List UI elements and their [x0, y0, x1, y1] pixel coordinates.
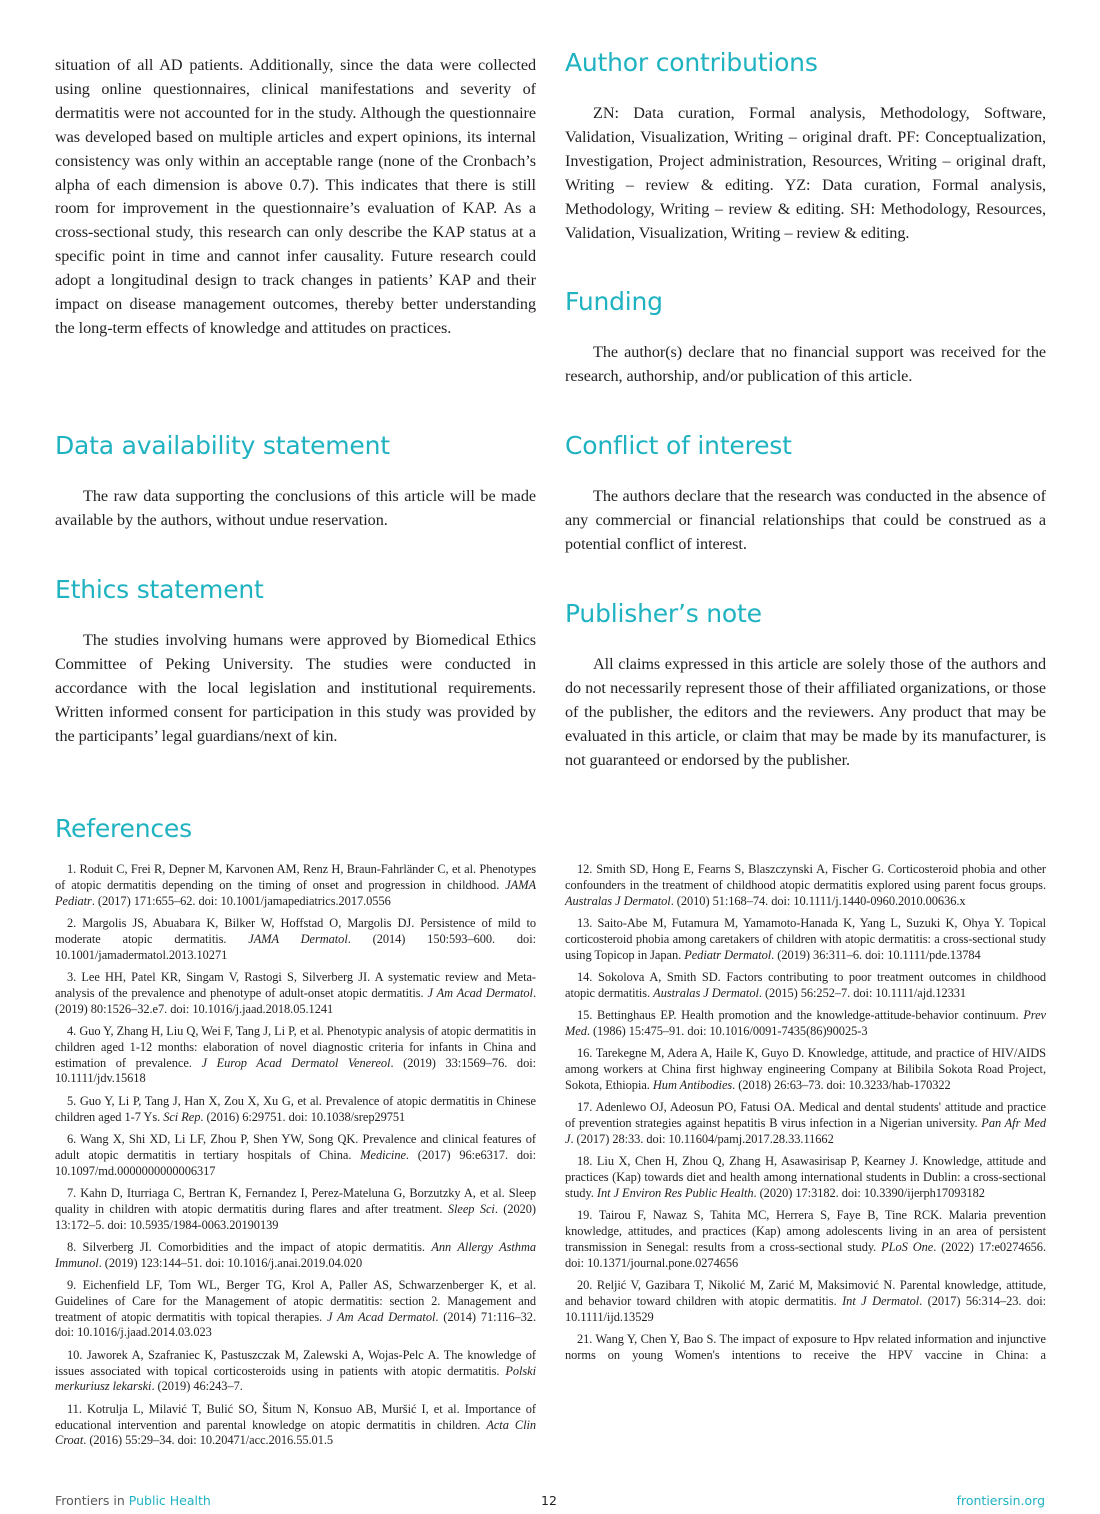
- reference-item: 12. Smith SD, Hong E, Fearns S, Blaszczynski A, Fischer G. Corticosteroid phobia and other confounders in the treatment of childhood atopic dermatitis explored using parent focus groups. Australas J Dermatol. (2010) 51:168–74. doi: 10.1111/j.1440-0960.2010.00636.x: [565, 862, 1046, 908]
- data-availability-section: [55, 485, 536, 533]
- reference-item: 16. Tarekegne M, Adera A, Haile K, Guyo D. Knowledge, attitude, and practice of HIV/AIDS among workers at China first highway engineering Company at Bilibila Sokota Road Project, Sokota, Ethiopia. Hum Antibodies. (2018) 26:63–73. doi: 10.3233/hab-170322: [565, 1046, 1046, 1092]
- reference-item: 2. Margolis JS, Abuabara K, Bilker W, Hoffstad O, Margolis DJ. Persistence of mild to moderate atopic dermatitis. JAMA Dermatol. (2014) 150:593–600. doi: 10.1001/jamadermatol.2013.10271: [55, 915, 536, 962]
- reference-item: 15. Bettinghaus EP. Health promotion and the knowledge-attitude-behavior continuum. Prev Med. (1986) 15:475–91. doi: 10.1016/0091-7435(86)90025-3: [565, 1008, 1046, 1038]
- references-list-left: [55, 862, 536, 1456]
- reference-item: 6. Wang X, Shi XD, Li LF, Zhou P, Shen YW, Song QK. Prevalence and clinical features of adult atopic dermatitis in tertiary hospitals of China. Medicine. (2017) 96:e6317. doi: 10.1097/md.0000000000006317: [55, 1131, 536, 1178]
- reference-item: 14. Sokolova A, Smith SD. Factors contributing to poor treatment outcomes in childhood atopic dermatitis. Australas J Dermatol. (2015) 56:252–7. doi: 10.1111/ajd.12331: [565, 969, 1046, 1000]
- funding-body: The author(s) declare that no financial support was received for the research, authorship, and/or publication of this article.: [565, 343, 1046, 385]
- data-availability-heading: Data availability statement: [55, 431, 390, 460]
- reference-item: 18. Liu X, Chen H, Zhou Q, Zhang H, Asawasirisap P, Kearney J. Knowledge, attitude and practices (Kap) towards diet and health among international students in Dublin: a cross-sectional study. Int J Environ Res Public Health. (2020) 17:3182. doi: 10.3390/ijerph17093182: [565, 1154, 1046, 1200]
- publisher-note-section: [565, 653, 1046, 773]
- conflict-section: [565, 485, 1046, 557]
- reference-item: 4. Guo Y, Zhang H, Liu Q, Wei F, Tang J, Li P, et al. Phenotypic analysis of atopic dermatitis in children aged 1-12 months: elaboration of novel diagnostic criteria for infants in China and estimation of prevalence. J Europ Acad Dermatol Venereol. (2019) 33:1569–76. doi: 10.1111/jdv.15618: [55, 1023, 536, 1086]
- reference-item: 7. Kahn D, Iturriaga C, Bertran K, Fernandez I, Perez-Mateluna G, Borzutzky A, et al. Sleep quality in children with atopic dermatitis during flares and after treatment. Sleep Sci. (2020) 13:172–5. doi: 10.5935/1984-0063.20190139: [55, 1185, 536, 1232]
- reference-item: 19. Tairou F, Nawaz S, Tahita MC, Herrera S, Faye B, Tine RCK. Malaria prevention knowledge, attitudes, and practices (Kap) among adolescents living in an area of persistent transmission in Senegal: results from a cross-sectional study. PLoS One. (2022) 17:e0274656. doi: 10.1371/journal.pone.0274656: [565, 1208, 1046, 1270]
- reference-item: 5. Guo Y, Li P, Tang J, Han X, Zou X, Xu G, et al. Prevalence of atopic dermatitis in Chinese children aged 1-7 Ys. Sci Rep. (2016) 6:29751. doi: 10.1038/srep29751: [55, 1093, 536, 1124]
- footer-site-link[interactable]: frontiersin.org: [956, 1493, 1045, 1508]
- page-number: 12: [541, 1493, 557, 1508]
- author-contributions-heading: Author contributions: [565, 48, 818, 77]
- reference-item: 8. Silverberg JI. Comorbidities and the impact of atopic dermatitis. Ann Allergy Asthma Immunol. (2019) 123:144–51. doi: 10.1016/j.anai.2019.04.020: [55, 1239, 536, 1270]
- discussion-continuation: [55, 54, 536, 341]
- ethics-section: [55, 629, 536, 749]
- conflict-body: The authors declare that the research was conducted in the absence of any commercial or financial relationships that could be construed as a potential conflict of interest.: [565, 487, 1046, 553]
- ethics-body: The studies involving humans were approved by Biomedical Ethics Committee of Peking University. The studies were conducted in accordance with the local legislation and institutional requirements. Written informed consent for participation in this study was provided by the participants’ legal guardians/next of kin.: [55, 631, 536, 745]
- funding-heading: Funding: [565, 287, 663, 316]
- publisher-note-heading: Publisher’s note: [565, 599, 762, 628]
- funding-section: [565, 341, 1046, 389]
- reference-item: 20. Reljić V, Gazibara T, Nikolić M, Zarić M, Maksimović N. Parental knowledge, attitude, and behavior toward children with atopic dermatitis. Int J Dermatol. (2017) 56:314–23. doi: 10.1111/ijd.13529: [565, 1278, 1046, 1324]
- footer-journal: [55, 1493, 211, 1509]
- references-heading: References: [55, 814, 192, 843]
- references-list-right: [565, 862, 1046, 1370]
- reference-item: 21. Wang Y, Chen Y, Bao S. The impact of exposure to Hpv related information and injunctive norms on young Women's intentions to receive the HPV vaccine in China: a: [565, 1332, 1046, 1362]
- data-availability-body: The raw data supporting the conclusions of this article will be made available by the authors, without undue reservation.: [55, 487, 536, 529]
- conflict-heading: Conflict of interest: [565, 431, 792, 460]
- reference-item: 13. Saito-Abe M, Futamura M, Yamamoto-Hanada K, Yang L, Suzuki K, Ohya Y. Topical corticosteroid phobia among caretakers of children with atopic dermatitis: a cross-sectional study using Topicop in Japan. Pediatr Dermatol. (2019) 36:311–6. doi: 10.1111/pde.13784: [565, 915, 1046, 962]
- footer-journal-prefix: Frontiers in: [55, 1493, 125, 1508]
- reference-item: 9. Eichenfield LF, Tom WL, Berger TG, Krol A, Paller AS, Schwarzenberger K, et al. Guidelines of Care for the Management of atopic dermatitis: section 2. Management and treatment of atopic dermatitis with topical therapies. J Am Acad Dermatol. (2014) 71:116–32. doi: 10.1016/j.jaad.2014.03.023: [55, 1278, 536, 1340]
- reference-item: 11. Kotrulja L, Milavić T, Bulić SO, Šitum N, Konsuo AB, Muršić I, et al. Importance of educational intervention and parental knowledge on atopic dermatitis in children. Acta Clin Croat. (2016) 55:29–34. doi: 10.20471/acc.2016.55.01.5: [55, 1401, 537, 1448]
- author-contributions-section: [565, 102, 1046, 245]
- publisher-note-body: All claims expressed in this article are solely those of the authors and do not necessarily represent those of their affiliated organizations, or those of the publisher, the editors and the reviewers. Any product that may be evaluated in this article, or claim that may be made by its manufacturer, is not guaranteed or endorsed by the publisher.: [565, 655, 1046, 769]
- reference-item: 1. Roduit C, Frei R, Depner M, Karvonen AM, Renz H, Braun-Fahrländer C, et al. Phenotypes of atopic dermatitis depending on the timing of onset and progression in childhood. JAMA Pediatr. (2017) 171:655–62. doi: 10.1001/jamapediatrics.2017.0556: [55, 862, 536, 908]
- footer-journal-name[interactable]: Public Health: [128, 1493, 211, 1508]
- ethics-heading: Ethics statement: [55, 575, 264, 604]
- reference-item: 17. Adenlewo OJ, Adeosun PO, Fatusi OA. Medical and dental students' attitude and practice of prevention strategies against hepatitis B virus infection in a Nigerian university. Pan Afr Med J. (2017) 28:33. doi: 10.11604/pamj.2017.28.33.11662: [565, 1100, 1047, 1146]
- author-contributions-body: ZN: Data curation, Formal analysis, Methodology, Software, Validation, Visualization, Writing – original draft. PF: Conceptualization, Investigation, Project administration, Resources, Writing – original draft, Writing – review & editing. YZ: Data curation, Formal analysis, Methodology, Writing – review & editing. SH: Methodology, Resources, Validation, Visualization, Writing – review & editing.: [565, 104, 1046, 242]
- reference-item: 3. Lee HH, Patel KR, Singam V, Rastogi S, Silverberg JI. A systematic review and Meta-analysis of the prevalence and phenotype of adult-onset atopic dermatitis. J Am Acad Dermatol. (2019) 80:1526–32.e7. doi: 10.1016/j.jaad.2018.05.1241: [55, 969, 537, 1016]
- discussion-paragraph: situation of all AD patients. Additionally, since the data were collected using online questionnaires, clinical manifestations and severity of dermatitis were not accounted for in the study. Although the questionnaire was developed based on multiple articles and expert opinions, its internal consistency was only within an acceptable range (none of the Cronbach’s alpha of each dimension is above 0.7). This indicates that there is still room for improvement in the questionnaire’s evaluation of KAP. As a cross-sectional study, this research can only describe the KAP status at a specific point in time and cannot infer causality. Future research could adopt a longitudinal design to track changes in patients’ KAP and their impact on disease management outcomes, thereby better understanding the long-term effects of knowledge and attitudes on practices.: [55, 56, 536, 337]
- reference-item: 10. Jaworek A, Szafraniec K, Pastuszczak M, Zalewski A, Wojas-Pelc A. The knowledge of issues associated with topical corticosteroids using in patients with atopic dermatitis. Polski merkuriusz lekarski. (2019) 46:243–7.: [55, 1347, 536, 1394]
